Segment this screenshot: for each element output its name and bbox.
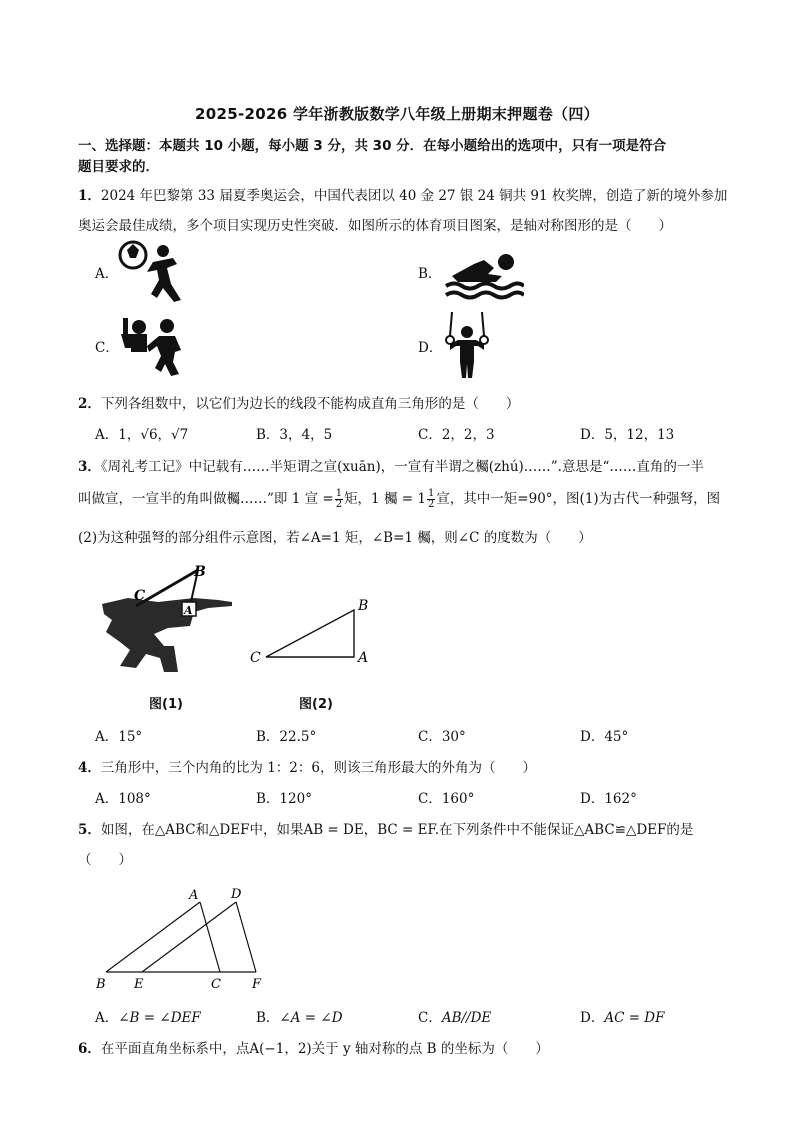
page-title: 2025-2026 学年浙教版数学八年级上册期末押题卷（四） xyxy=(195,105,599,123)
fig5-label-f: F xyxy=(252,977,262,992)
option-label: C． xyxy=(418,1010,442,1026)
option-label: C． xyxy=(418,729,442,745)
question-text: 下列各组数中，以它们为边长的线段不能构成直角三角形的是（ ） xyxy=(100,396,520,412)
q5-option-a xyxy=(95,1008,201,1028)
fraction-numerator: 1 xyxy=(427,488,435,499)
fig5-label-b: B xyxy=(96,977,106,992)
question-text: 三角形中，三个内角的比为 1：2：6，则该三角形最大的外角为（ ） xyxy=(100,760,536,776)
q4-option-a xyxy=(95,789,151,809)
fig5-label-e: E xyxy=(134,977,144,992)
option-text: AB//DE xyxy=(441,1010,492,1026)
fraction-denominator: 2 xyxy=(427,499,435,510)
two-triangles-figure xyxy=(94,884,274,994)
question-number: 6． xyxy=(78,1041,101,1057)
gymnastics-rings-icon xyxy=(444,310,490,380)
option-label: C． xyxy=(418,427,442,443)
fig5-label-a: A xyxy=(189,888,199,903)
question-text: 矩，1 欘 = 1 xyxy=(344,491,426,507)
fig5-label-c: C xyxy=(211,977,221,992)
option-text: 15° xyxy=(118,729,143,745)
option-label: D． xyxy=(580,791,605,807)
option-a-label: A． xyxy=(95,266,119,282)
crossbow-figure xyxy=(98,562,238,682)
option-d-label: D． xyxy=(418,340,443,356)
option-label: B． xyxy=(256,791,280,807)
question-5-line-2: （ ） xyxy=(78,852,132,868)
option-text: 45° xyxy=(604,729,629,745)
q2-option-a xyxy=(95,425,188,445)
q3-option-c xyxy=(418,727,466,747)
question-number: 3． xyxy=(78,459,101,475)
option-label: D． xyxy=(580,729,605,745)
question-number: 4． xyxy=(78,760,101,776)
option-label: D． xyxy=(580,427,605,443)
swimmer-icon xyxy=(444,250,524,300)
question-1-line-2: 奥运会最佳成绩，多个项目实现历史性突破．如图所示的体育项目图案，是轴对称图形的是（ ） xyxy=(78,218,672,234)
q5-option-c xyxy=(418,1008,491,1028)
question-text: 叫做宣，一宣半的角叫做欘……”即 1 宣 = xyxy=(78,491,334,507)
option-text: 5，12，13 xyxy=(604,427,675,443)
option-text: ∠B = ∠DEF xyxy=(118,1010,201,1026)
question-text: 在平面直角坐标系中，点A(−1，2)关于 y 轴对称的点 B 的坐标为（ ） xyxy=(100,1041,549,1057)
question-number: 1． xyxy=(78,188,101,204)
question-4 xyxy=(78,758,778,778)
option-text: 162° xyxy=(604,791,637,807)
question-number: 2． xyxy=(78,396,101,412)
question-text: 宣，其中一矩=90°，图(1)为古代一种强弩，图 xyxy=(436,491,721,507)
question-number: 5． xyxy=(78,822,101,838)
question-3-line-2 xyxy=(78,489,778,510)
fraction-numerator: 1 xyxy=(335,488,343,499)
q3-option-a xyxy=(95,727,142,747)
question-5-line-1 xyxy=(78,820,778,840)
option-text: 30° xyxy=(441,729,466,745)
section-heading-cont: 题目要求的． xyxy=(78,159,159,175)
question-2 xyxy=(78,394,778,414)
question-3-line-1 xyxy=(78,457,778,477)
fig1-label-a: A xyxy=(184,604,193,617)
question-3-line-3: (2)为这种强弩的部分组件示意图，若∠A=1 矩，∠B=1 欘，则∠C 的度数为（ ） xyxy=(78,530,592,546)
option-label: A． xyxy=(95,729,119,745)
q3-option-d xyxy=(580,727,628,747)
option-label: B． xyxy=(256,729,280,745)
option-text: 160° xyxy=(441,791,475,807)
q4-option-c xyxy=(418,789,474,809)
q2-option-d xyxy=(580,425,674,445)
fig2-label-c: C xyxy=(250,650,261,666)
option-label: C． xyxy=(418,791,442,807)
option-b-label: B． xyxy=(418,266,442,282)
q2-option-b xyxy=(256,425,332,445)
fig2-label-b: B xyxy=(358,598,369,614)
q5-option-d xyxy=(580,1008,665,1028)
option-text: 3，4，5 xyxy=(279,427,333,443)
option-label: B． xyxy=(256,427,280,443)
option-text: 2，2，3 xyxy=(441,427,495,443)
fraction-half-mixed xyxy=(427,489,435,510)
option-label: B． xyxy=(256,1010,280,1026)
option-label: D． xyxy=(580,1010,605,1026)
soccer-player-icon xyxy=(117,238,192,304)
fig1-label-c: C xyxy=(134,588,146,604)
option-label: A． xyxy=(95,1010,119,1026)
table-tennis-icon xyxy=(117,316,192,378)
option-text: ∠A = ∠D xyxy=(279,1010,343,1026)
q4-option-b xyxy=(256,789,312,809)
triangle-figure xyxy=(246,590,376,670)
option-label: A． xyxy=(95,427,119,443)
option-text: 22.5° xyxy=(279,729,317,745)
option-text: 1，√6，√7 xyxy=(118,427,189,443)
option-label: A． xyxy=(95,791,119,807)
question-6 xyxy=(78,1039,778,1059)
figure-2-caption: 图(2) xyxy=(299,697,333,712)
fig1-label-b: B xyxy=(194,564,206,580)
q3-option-b xyxy=(256,727,316,747)
fraction-half xyxy=(335,489,343,510)
option-text: 108° xyxy=(118,791,151,807)
question-text: 如图，在△ABC和△DEF中，如果AB = DE，BC = EF.在下列条件中不能保证△ABC≌△DEF的是 xyxy=(100,822,694,838)
question-text: 《周礼考工记》中记载有……半矩谓之宣(xuān)，一宣有半谓之欘(zhú)……”.意思是“……直角的一半 xyxy=(100,459,704,475)
q2-option-c xyxy=(418,425,495,445)
figure-1-caption: 图(1) xyxy=(149,697,183,712)
question-1-line-1 xyxy=(78,186,778,206)
option-text: 120° xyxy=(279,791,312,807)
q5-option-b xyxy=(256,1008,343,1028)
fraction-denominator: 2 xyxy=(335,499,343,510)
option-c-label: C． xyxy=(95,340,119,356)
question-text: 2024 年巴黎第 33 届夏季奥运会，中国代表团以 40 金 27 银 24 铜共 91 枚奖牌，创造了新的境外参加 xyxy=(100,188,728,204)
option-text: AC = DF xyxy=(604,1010,665,1026)
q4-option-d xyxy=(580,789,637,809)
fig5-label-d: D xyxy=(231,887,242,902)
section-heading: 一、选择题：本题共 10 小题，每小题 3 分，共 30 分．在每小题给出的选项中，只有一项是符合 xyxy=(78,138,667,154)
fig2-label-a: A xyxy=(358,650,369,666)
